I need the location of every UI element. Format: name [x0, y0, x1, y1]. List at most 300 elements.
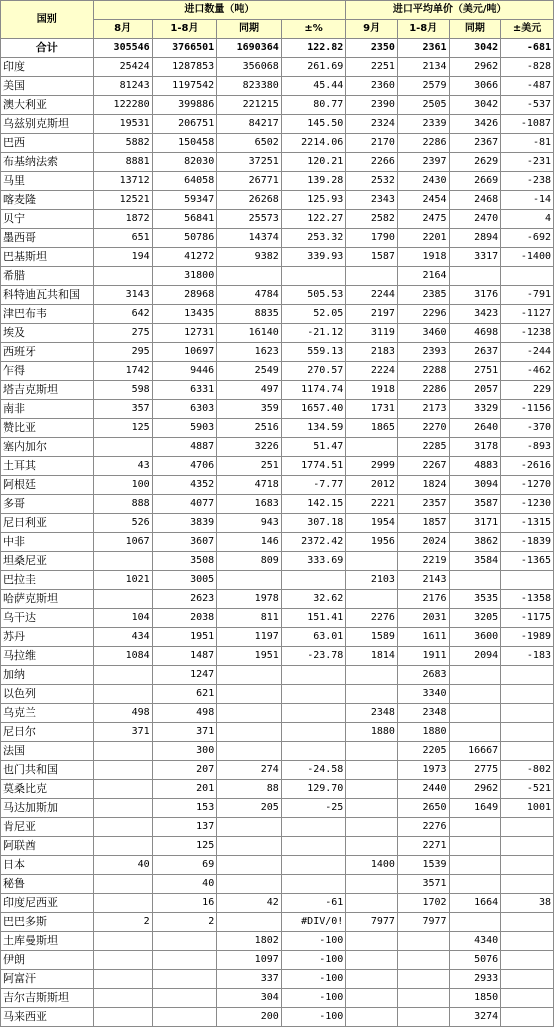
cell-aug-qty: [93, 951, 152, 970]
cell-pct: -100: [281, 932, 346, 951]
cell-diff-usd: [501, 970, 554, 989]
header-same-period-price: 同期: [449, 20, 501, 39]
table-row: [1, 666, 554, 685]
cell-same-period-price: [449, 685, 501, 704]
cell-pct: 134.59: [281, 419, 346, 438]
cell-diff-usd: -370: [501, 419, 554, 438]
cell-jan-aug-qty: 300: [152, 742, 217, 761]
cell-same-period-qty: 1802: [217, 932, 282, 951]
cell-country: 西班牙: [1, 343, 94, 362]
cell-aug-qty: 1067: [93, 533, 152, 552]
cell-same-period-qty: [217, 856, 282, 875]
cell-diff-usd: -1839: [501, 533, 554, 552]
cell-same-period-qty: 1951: [217, 647, 282, 666]
cell-diff-usd: -244: [501, 343, 554, 362]
cell-sep-price: [346, 894, 398, 913]
cell-same-period-qty: [217, 875, 282, 894]
cell-pct: [281, 742, 346, 761]
cell-country: 马拉维: [1, 647, 94, 666]
cell-country: 乍得: [1, 362, 94, 381]
cell-jan-aug-qty: 2: [152, 913, 217, 932]
cell-pct: 145.50: [281, 115, 346, 134]
cell-same-period-qty: 251: [217, 457, 282, 476]
cell-country: 莫桑比克: [1, 780, 94, 799]
table-row: [1, 514, 554, 533]
cell-same-period-price: [449, 666, 501, 685]
cell-same-period-qty: [217, 666, 282, 685]
cell-sep-price: [346, 932, 398, 951]
cell-same-period-price: 2640: [449, 419, 501, 438]
cell-country: 喀麦隆: [1, 191, 94, 210]
cell-same-period-qty: 809: [217, 552, 282, 571]
cell-diff-usd: -1230: [501, 495, 554, 514]
cell-jan-aug-qty: 5903: [152, 419, 217, 438]
cell-aug-qty: 434: [93, 628, 152, 647]
cell-jan-aug-qty: [152, 1008, 217, 1027]
cell-sep-price: 2999: [346, 457, 398, 476]
cell-pct: 559.13: [281, 343, 346, 362]
cell-jan-aug-qty: 150458: [152, 134, 217, 153]
cell-sep-price: 2244: [346, 286, 398, 305]
cell-pct: [281, 723, 346, 742]
cell-country: 津巴布韦: [1, 305, 94, 324]
cell-aug-qty: 1021: [93, 571, 152, 590]
cell-diff-usd: -1358: [501, 590, 554, 609]
cell-jan-aug-price: 2357: [397, 495, 449, 514]
cell-same-period-price: [449, 571, 501, 590]
cell-jan-aug-qty: 41272: [152, 248, 217, 267]
header-pct: ±%: [281, 20, 346, 39]
cell-country: 科特迪瓦共和国: [1, 286, 94, 305]
cell-aug-qty: [93, 590, 152, 609]
cell-diff-usd: [501, 913, 554, 932]
cell-sep-price: [346, 761, 398, 780]
cell-country: 也门共和国: [1, 761, 94, 780]
cell-aug-qty: 13712: [93, 172, 152, 191]
cell-jan-aug-price: 1702: [397, 894, 449, 913]
cell-country: 巴巴多斯: [1, 913, 94, 932]
cell-pct: 32.62: [281, 590, 346, 609]
cell-jan-aug-price: 2271: [397, 837, 449, 856]
cell-jan-aug-qty: [152, 951, 217, 970]
cell-diff-usd: 38: [501, 894, 554, 913]
cell-country: 苏丹: [1, 628, 94, 647]
cell-same-period-price: 3587: [449, 495, 501, 514]
cell-jan-aug-qty: 1951: [152, 628, 217, 647]
table-row: [1, 134, 554, 153]
cell-country: 吉尔吉斯斯坦: [1, 989, 94, 1008]
header-same-period: 同期: [217, 20, 282, 39]
cell-pct: 139.28: [281, 172, 346, 191]
cell-diff-usd: 4: [501, 210, 554, 229]
cell-same-period-price: [449, 818, 501, 837]
cell-aug-qty: [93, 989, 152, 1008]
cell-jan-aug-qty: 40: [152, 875, 217, 894]
cell-sep-price: 2012: [346, 476, 398, 495]
cell-same-period-price: 2367: [449, 134, 501, 153]
cell-jan-aug-qty: 4352: [152, 476, 217, 495]
cell-same-period-price: 1850: [449, 989, 501, 1008]
cell-country: 阿联酋: [1, 837, 94, 856]
table-row: [1, 780, 554, 799]
cell-country: 法国: [1, 742, 94, 761]
cell-sep-price: [346, 989, 398, 1008]
cell-sep-price: 7977: [346, 913, 398, 932]
cell-country: 澳大利亚: [1, 96, 94, 115]
cell-diff-usd: -1315: [501, 514, 554, 533]
cell-pct: 270.57: [281, 362, 346, 381]
cell-sep-price: [346, 742, 398, 761]
cell-diff-usd: -462: [501, 362, 554, 381]
table-row: [1, 970, 554, 989]
cell-diff-usd: -487: [501, 77, 554, 96]
cell-diff-usd: [501, 723, 554, 742]
header-import-qty: 进口数量（吨）: [93, 1, 346, 20]
cell-diff-usd: [501, 666, 554, 685]
header-jan-aug-price: 1-8月: [397, 20, 449, 39]
table-row: [1, 628, 554, 647]
cell-same-period-price: 2775: [449, 761, 501, 780]
cell-diff-usd: -791: [501, 286, 554, 305]
cell-jan-aug-qty: 3005: [152, 571, 217, 590]
cell-country: 美国: [1, 77, 94, 96]
cell-pct: 1774.51: [281, 457, 346, 476]
cell-jan-aug-qty: 50786: [152, 229, 217, 248]
table-row: [1, 989, 554, 1008]
cell-diff-usd: -692: [501, 229, 554, 248]
table-row: [1, 96, 554, 115]
cell-same-period-qty: 4718: [217, 476, 282, 495]
cell-country: 赞比亚: [1, 419, 94, 438]
table-row: [1, 400, 554, 419]
cell-same-period-price: 4340: [449, 932, 501, 951]
cell-same-period-price: 4883: [449, 457, 501, 476]
cell-country: 乌干达: [1, 609, 94, 628]
cell-diff-usd: [501, 685, 554, 704]
cell-aug-qty: [93, 1008, 152, 1027]
cell-jan-aug-qty: [152, 932, 217, 951]
cell-jan-aug-qty: 3607: [152, 533, 217, 552]
cell-same-period-price: 2629: [449, 153, 501, 172]
cell-same-period-qty: 356068: [217, 58, 282, 77]
cell-same-period-qty: 274: [217, 761, 282, 780]
cell-aug-qty: [93, 666, 152, 685]
cell-same-period-qty: [217, 913, 282, 932]
table-row: [1, 172, 554, 191]
cell-jan-aug-qty: 16: [152, 894, 217, 913]
cell-same-period-qty: 2516: [217, 419, 282, 438]
cell-aug-qty: 43: [93, 457, 152, 476]
cell-jan-aug-price: 1918: [397, 248, 449, 267]
table-row: [1, 533, 554, 552]
cell-country: 巴基斯坦: [1, 248, 94, 267]
cell-aug-qty: 1742: [93, 362, 152, 381]
cell-sep-price: 2390: [346, 96, 398, 115]
cell-jan-aug-qty: 56841: [152, 210, 217, 229]
cell-country: 埃及: [1, 324, 94, 343]
cell-same-period-qty: 337: [217, 970, 282, 989]
table-row: [1, 552, 554, 571]
cell-sep-price: 2170: [346, 134, 398, 153]
cell-diff-usd: [501, 267, 554, 286]
cell-jan-aug-price: 2205: [397, 742, 449, 761]
table-row: [1, 229, 554, 248]
cell-same-period-price: [449, 837, 501, 856]
table-row: [1, 381, 554, 400]
cell-jan-aug-price: 2440: [397, 780, 449, 799]
cell-same-period-price: 3042: [449, 96, 501, 115]
table-row: [1, 799, 554, 818]
cell-jan-aug-price: 2505: [397, 96, 449, 115]
cell-same-period-qty: [217, 704, 282, 723]
cell-jan-aug-price: 1611: [397, 628, 449, 647]
cell-same-period-qty: 16140: [217, 324, 282, 343]
cell-diff-usd: 1001: [501, 799, 554, 818]
cell-aug-qty: 2: [93, 913, 152, 932]
cell-pct: [281, 818, 346, 837]
cell-diff-usd: -1175: [501, 609, 554, 628]
header-jan-aug: 1-8月: [152, 20, 217, 39]
cell-diff-usd: -14: [501, 191, 554, 210]
cell-jan-aug-price: 1880: [397, 723, 449, 742]
table-row: [1, 115, 554, 134]
cell-same-period-price: 3329: [449, 400, 501, 419]
cell-sep-price: 1956: [346, 533, 398, 552]
cell-same-period-price: 4698: [449, 324, 501, 343]
cell-jan-aug-price: 2134: [397, 58, 449, 77]
cell-diff-usd: -1400: [501, 248, 554, 267]
cell-same-period-qty: 943: [217, 514, 282, 533]
cell-same-period-price: 3171: [449, 514, 501, 533]
cell-sep-price: 1731: [346, 400, 398, 419]
cell-country: 哈萨克斯坦: [1, 590, 94, 609]
cell-same-period-price: 2468: [449, 191, 501, 210]
cell-aug-qty: 275: [93, 324, 152, 343]
cell-same-period-qty: [217, 837, 282, 856]
cell-sep-price: 1589: [346, 628, 398, 647]
table-row: [1, 191, 554, 210]
cell-jan-aug-qty: [152, 970, 217, 989]
table-row: [1, 248, 554, 267]
cell-aug-qty: 642: [93, 305, 152, 324]
table-row: [1, 742, 554, 761]
cell-country: 以色列: [1, 685, 94, 704]
cell-aug-qty: 19531: [93, 115, 152, 134]
cell-jan-aug-price: 2286: [397, 134, 449, 153]
cell-same-period-qty: [217, 742, 282, 761]
cell-jan-aug-price: 2143: [397, 571, 449, 590]
table-row: [1, 837, 554, 856]
cell-sep-price: 2348: [346, 704, 398, 723]
cell-same-period-qty: 26268: [217, 191, 282, 210]
cell-jan-aug-qty: 3839: [152, 514, 217, 533]
table-row: [1, 913, 554, 932]
cell-pct: [281, 856, 346, 875]
cell-same-period-price: 3535: [449, 590, 501, 609]
cell-same-period-qty: 25573: [217, 210, 282, 229]
cell-jan-aug-price: 7977: [397, 913, 449, 932]
cell-diff-usd: -81: [501, 134, 554, 153]
total-sep-price: 2350: [346, 39, 398, 58]
cell-sep-price: [346, 951, 398, 970]
cell-same-period-qty: 221215: [217, 96, 282, 115]
cell-sep-price: 1865: [346, 419, 398, 438]
cell-country: 尼日尔: [1, 723, 94, 742]
cell-aug-qty: [93, 780, 152, 799]
cell-aug-qty: 888: [93, 495, 152, 514]
cell-country: 多哥: [1, 495, 94, 514]
cell-jan-aug-qty: 12731: [152, 324, 217, 343]
cell-same-period-qty: 497: [217, 381, 282, 400]
cell-sep-price: [346, 875, 398, 894]
cell-same-period-price: [449, 856, 501, 875]
cell-pct: 80.77: [281, 96, 346, 115]
table-row: [1, 286, 554, 305]
cell-jan-aug-qty: [152, 989, 217, 1008]
cell-jan-aug-price: 2393: [397, 343, 449, 362]
cell-sep-price: 2221: [346, 495, 398, 514]
cell-same-period-qty: 1623: [217, 343, 282, 362]
cell-jan-aug-price: 2201: [397, 229, 449, 248]
cell-sep-price: 2183: [346, 343, 398, 362]
cell-diff-usd: [501, 1008, 554, 1027]
cell-sep-price: [346, 799, 398, 818]
cell-sep-price: 2582: [346, 210, 398, 229]
cell-sep-price: 2224: [346, 362, 398, 381]
cell-pct: [281, 685, 346, 704]
cell-aug-qty: 104: [93, 609, 152, 628]
cell-country: 阿富汗: [1, 970, 94, 989]
cell-jan-aug-qty: 4887: [152, 438, 217, 457]
cell-aug-qty: 1084: [93, 647, 152, 666]
cell-same-period-qty: 1197: [217, 628, 282, 647]
cell-jan-aug-price: 2683: [397, 666, 449, 685]
cell-pct: 51.47: [281, 438, 346, 457]
cell-sep-price: [346, 552, 398, 571]
cell-jan-aug-qty: 1247: [152, 666, 217, 685]
table-row: [1, 438, 554, 457]
cell-jan-aug-price: 2173: [397, 400, 449, 419]
cell-aug-qty: [93, 799, 152, 818]
table-row: [1, 951, 554, 970]
cell-pct: -7.77: [281, 476, 346, 495]
cell-jan-aug-qty: 621: [152, 685, 217, 704]
total-pct: 122.82: [281, 39, 346, 58]
total-jan-aug: 3766501: [152, 39, 217, 58]
cell-pct: [281, 666, 346, 685]
cell-sep-price: 1880: [346, 723, 398, 742]
cell-country: 肯尼亚: [1, 818, 94, 837]
cell-diff-usd: -1156: [501, 400, 554, 419]
cell-diff-usd: -1087: [501, 115, 554, 134]
cell-jan-aug-price: [397, 951, 449, 970]
cell-same-period-qty: 3226: [217, 438, 282, 457]
cell-same-period-qty: 823380: [217, 77, 282, 96]
cell-jan-aug-qty: 201: [152, 780, 217, 799]
table-row: [1, 818, 554, 837]
cell-jan-aug-price: 2579: [397, 77, 449, 96]
cell-same-period-price: 2962: [449, 780, 501, 799]
total-diff-usd: -681: [501, 39, 554, 58]
cell-sep-price: 2266: [346, 153, 398, 172]
cell-jan-aug-price: 2219: [397, 552, 449, 571]
cell-same-period-qty: 14374: [217, 229, 282, 248]
cell-jan-aug-qty: 13435: [152, 305, 217, 324]
cell-pct: 253.32: [281, 229, 346, 248]
cell-same-period-qty: 205: [217, 799, 282, 818]
cell-country: 乌兹别克斯坦: [1, 115, 94, 134]
total-label: 合计: [1, 39, 94, 58]
cell-jan-aug-qty: 2038: [152, 609, 217, 628]
cell-jan-aug-qty: 2623: [152, 590, 217, 609]
cell-country: 印度尼西亚: [1, 894, 94, 913]
cell-jan-aug-price: 2475: [397, 210, 449, 229]
cell-same-period-qty: 88: [217, 780, 282, 799]
cell-same-period-price: 1649: [449, 799, 501, 818]
cell-pct: 63.01: [281, 628, 346, 647]
cell-jan-aug-qty: 28968: [152, 286, 217, 305]
cell-same-period-qty: 37251: [217, 153, 282, 172]
cell-jan-aug-price: [397, 932, 449, 951]
cell-same-period-price: 2637: [449, 343, 501, 362]
cell-sep-price: 1918: [346, 381, 398, 400]
cell-aug-qty: 1872: [93, 210, 152, 229]
cell-jan-aug-price: 2286: [397, 381, 449, 400]
cell-aug-qty: [93, 875, 152, 894]
table-row: [1, 932, 554, 951]
table-row: [1, 476, 554, 495]
cell-same-period-price: 3066: [449, 77, 501, 96]
cell-pct: 339.93: [281, 248, 346, 267]
total-jan-aug-price: 2361: [397, 39, 449, 58]
cell-aug-qty: [93, 267, 152, 286]
cell-same-period-price: 3317: [449, 248, 501, 267]
cell-diff-usd: [501, 571, 554, 590]
cell-pct: [281, 267, 346, 286]
cell-pct: [281, 837, 346, 856]
cell-same-period-price: 3584: [449, 552, 501, 571]
cell-aug-qty: 125: [93, 419, 152, 438]
cell-diff-usd: -1989: [501, 628, 554, 647]
table-row: [1, 590, 554, 609]
cell-aug-qty: 371: [93, 723, 152, 742]
table-row: [1, 856, 554, 875]
cell-jan-aug-qty: 153: [152, 799, 217, 818]
table-row: [1, 571, 554, 590]
cell-jan-aug-price: 2454: [397, 191, 449, 210]
cell-diff-usd: [501, 875, 554, 894]
cell-jan-aug-qty: 6303: [152, 400, 217, 419]
cell-pct: #DIV/0!: [281, 913, 346, 932]
cell-sep-price: 3119: [346, 324, 398, 343]
cell-sep-price: [346, 666, 398, 685]
cell-pct: 307.18: [281, 514, 346, 533]
cell-jan-aug-qty: 207: [152, 761, 217, 780]
cell-sep-price: 1587: [346, 248, 398, 267]
cell-jan-aug-price: 2164: [397, 267, 449, 286]
cell-same-period-qty: 1097: [217, 951, 282, 970]
cell-same-period-price: 2894: [449, 229, 501, 248]
cell-diff-usd: [501, 856, 554, 875]
cell-country: 南非: [1, 400, 94, 419]
cell-diff-usd: -828: [501, 58, 554, 77]
cell-same-period-price: 5076: [449, 951, 501, 970]
cell-diff-usd: [501, 818, 554, 837]
cell-pct: 1657.40: [281, 400, 346, 419]
cell-jan-aug-qty: 371: [152, 723, 217, 742]
cell-aug-qty: [93, 894, 152, 913]
header-sep: 9月: [346, 20, 398, 39]
